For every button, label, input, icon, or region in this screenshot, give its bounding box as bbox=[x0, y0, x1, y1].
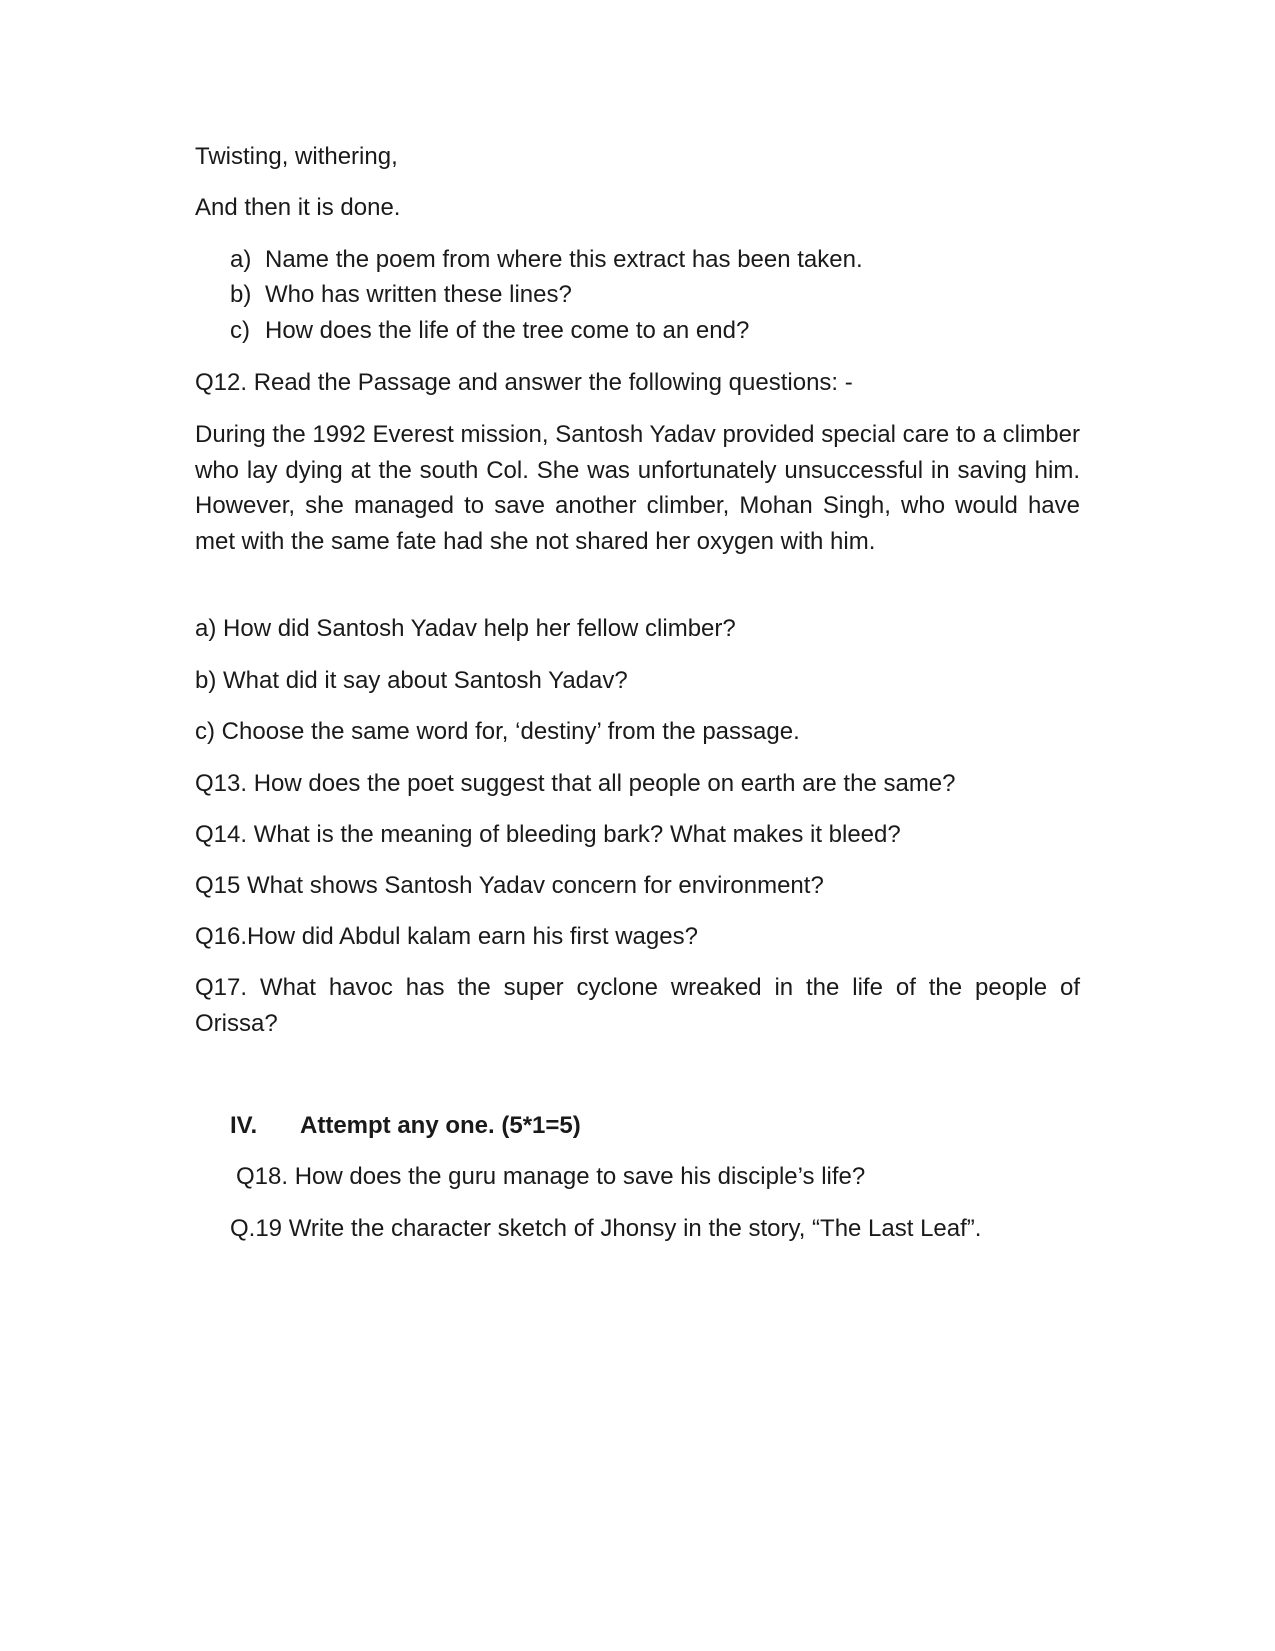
poem-line-2: And then it is done. bbox=[195, 194, 401, 221]
q11-question-a bbox=[230, 248, 863, 272]
q13: Q13. How does the poet suggest that all people on earth are the same? bbox=[195, 770, 956, 797]
q12-question-a: a) How did Santosh Yadav help her fellow climber? bbox=[195, 615, 736, 642]
poem-line-1: Twisting, withering, bbox=[195, 143, 398, 170]
q11-question-b bbox=[230, 283, 572, 307]
q16: Q16.How did Abdul kalam earn his first wages? bbox=[195, 923, 698, 950]
q14: Q14. What is the meaning of bleeding bark? What makes it bleed? bbox=[195, 821, 901, 848]
question-text: Who has written these lines? bbox=[265, 281, 572, 308]
section-number: IV. bbox=[230, 1112, 258, 1139]
q11-question-c bbox=[230, 319, 749, 343]
q12-question-c: c) Choose the same word for, ‘destiny’ from the passage. bbox=[195, 718, 800, 745]
q17: Q17. What havoc has the super cyclone wreaked in the life of the people of Orissa? bbox=[195, 974, 1080, 1037]
q12-heading: Q12. Read the Passage and answer the following questions: - bbox=[195, 369, 853, 396]
section-title: Attempt any one. (5*1=5) bbox=[300, 1112, 581, 1139]
q12-passage: During the 1992 Everest mission, Santosh Yadav provided special care to a climber who lay dying at the south Col. She was unfortunately unsuccessful in saving him. However, she managed to save another climber, Mohan Singh, who would have met with the same fate had she not shared her oxygen with him. bbox=[195, 421, 1080, 555]
section-iv-heading bbox=[230, 1114, 581, 1138]
question-text: How does the life of the tree come to an end? bbox=[265, 317, 750, 344]
list-marker: c) bbox=[230, 317, 250, 344]
list-marker: a) bbox=[230, 246, 252, 273]
list-marker: b) bbox=[230, 281, 252, 308]
q15: Q15 What shows Santosh Yadav concern for environment? bbox=[195, 872, 824, 899]
q12-question-b: b) What did it say about Santosh Yadav? bbox=[195, 667, 628, 694]
q19: Q.19 Write the character sketch of Jhonsy in the story, “The Last Leaf”. bbox=[230, 1215, 982, 1242]
question-text: Name the poem from where this extract has been taken. bbox=[265, 246, 863, 273]
q18: Q18. How does the guru manage to save his disciple’s life? bbox=[236, 1163, 866, 1190]
